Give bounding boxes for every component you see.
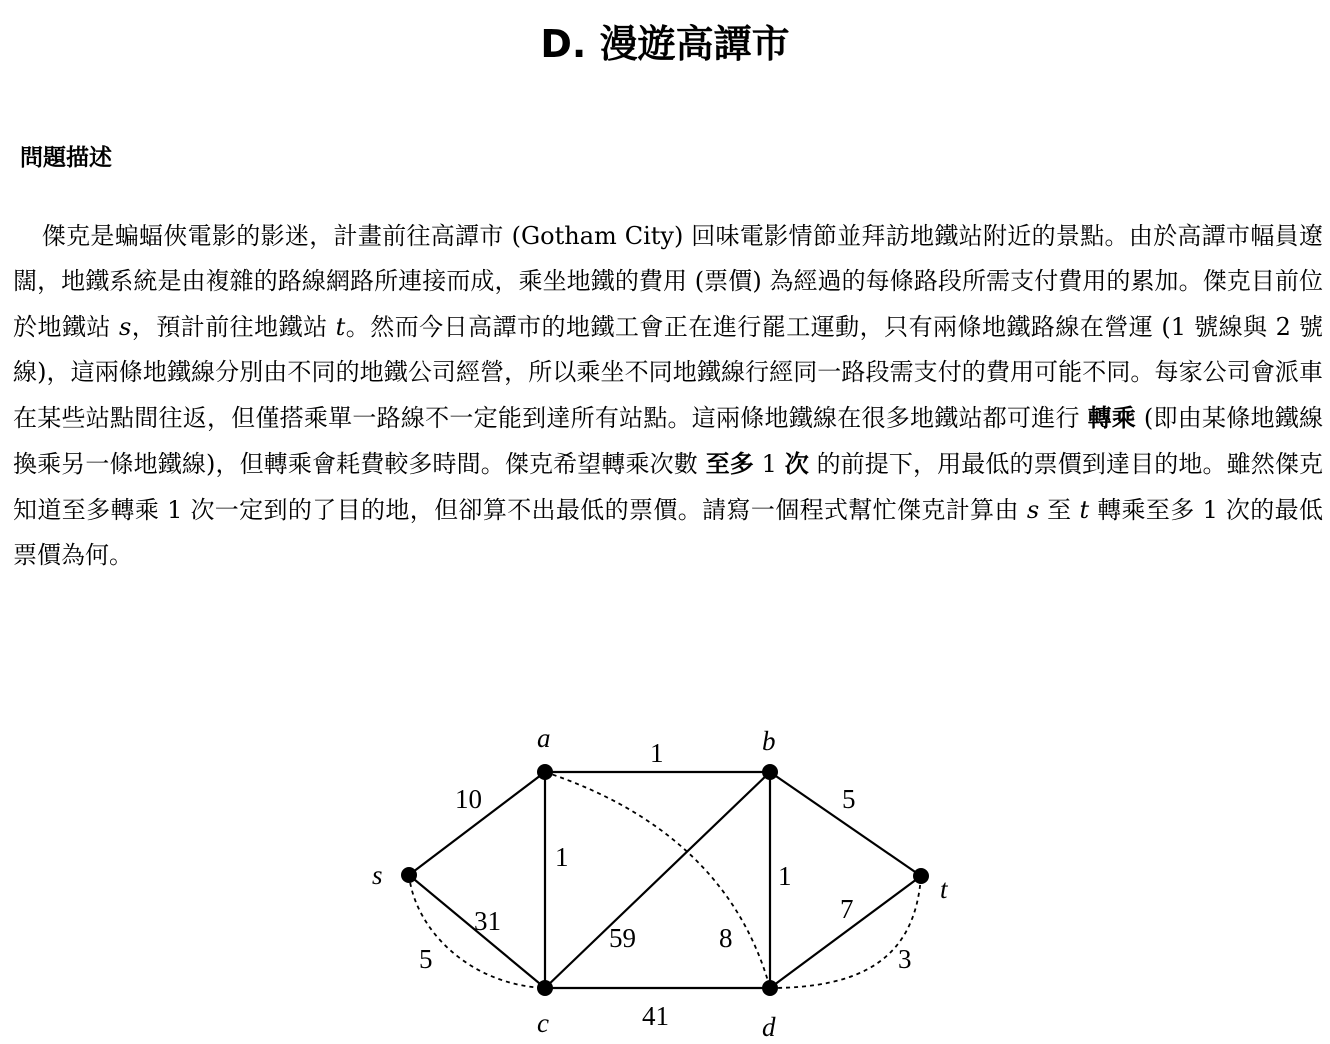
node-d bbox=[762, 980, 778, 996]
paragraph-text-run: 至 bbox=[1039, 495, 1080, 524]
node-label-s: s bbox=[372, 860, 383, 890]
math-variable-t: t bbox=[1079, 495, 1090, 524]
emphasis-text: 至多 bbox=[705, 449, 754, 479]
weight-label-a-d-dashed: 8 bbox=[719, 923, 733, 953]
paragraph-text-run: ，預計前往地鐵站 bbox=[131, 312, 336, 341]
paragraph-text-run: 轉乘至多 1 次的最低票價為何。 bbox=[13, 495, 1324, 570]
weight-label-s-c: 31 bbox=[474, 906, 501, 936]
node-label-a: a bbox=[537, 723, 551, 753]
math-variable-s: s bbox=[118, 312, 132, 341]
node-c bbox=[537, 980, 553, 996]
paragraph-text-run: 的前提下，用最低的票價到達目的地。雖然傑克知道至多轉乘 1 次一定到的了目的地，但卻算不出最低的票價。請寫一個程式幫忙傑克計算由 bbox=[13, 450, 1324, 524]
emphasis-text: 次 bbox=[784, 449, 809, 479]
edge-c-b bbox=[545, 772, 770, 988]
paragraph-text-run: (即由某條地鐵線換乘另一條地鐵線)，但轉乘會耗費較多時間。傑克希望轉乘次數 bbox=[13, 404, 1323, 479]
paragraph-text-run: 傑克是蝙蝠俠電影的影迷，計畫前往高譚市 (Gotham City) 回味電影情節並拜訪地鐵站附近的景點。由於高譚市幅員遼闊，地鐵系統是由複雜的路線網路所連接而成，乘坐地鐵的費用 (票價) 為經過的每條路段所需支付費用的累加。傑克目前位於地鐵站 bbox=[13, 222, 1323, 341]
node-label-c: c bbox=[537, 1008, 549, 1038]
weight-label-s-c-dashed: 5 bbox=[419, 944, 433, 974]
emphasis-text: 轉乘 bbox=[1087, 403, 1137, 433]
node-s bbox=[401, 867, 417, 883]
weight-label-b-t: 5 bbox=[842, 784, 856, 814]
node-label-b: b bbox=[762, 726, 776, 756]
math-variable-s: s bbox=[1026, 495, 1040, 524]
weight-label-c-d: 41 bbox=[642, 1001, 669, 1031]
weight-label-a-c: 1 bbox=[555, 842, 569, 872]
weight-label-d-t: 7 bbox=[840, 894, 854, 924]
weight-label-d-t-dashed: 3 bbox=[898, 944, 912, 974]
paragraph-text-run: 。然而今日高譚市的地鐵工會正在進行罷工運動，只有兩條地鐵路線在營運 (1 號線與 2 號線)，這兩條地鐵線分別由不同的地鐵公司經營，所以乘坐不同地鐵線行經同一路段需支付的費用可能不同。每家公司會派車在某些站點間往返，但僅搭乘單一路線不一定能到達所有站點。這兩條地鐵線在很多地鐵站都可進行 bbox=[13, 312, 1323, 433]
section-heading-problem-description: 問題描述 bbox=[20, 145, 112, 171]
node-a bbox=[537, 764, 553, 780]
paragraph-text-run: 1 bbox=[753, 450, 785, 479]
node-label-t: t bbox=[940, 874, 948, 904]
weight-label-b-d: 1 bbox=[778, 861, 792, 891]
math-variable-t: t bbox=[335, 312, 346, 341]
weight-label-a-b: 1 bbox=[650, 738, 664, 768]
node-b bbox=[762, 764, 778, 780]
weight-label-c-b: 59 bbox=[609, 923, 636, 953]
weight-label-s-a: 10 bbox=[455, 784, 482, 814]
node-label-d: d bbox=[762, 1012, 776, 1042]
node-t bbox=[913, 868, 929, 884]
problem-title: D. 漫遊高譚市 bbox=[540, 22, 790, 66]
